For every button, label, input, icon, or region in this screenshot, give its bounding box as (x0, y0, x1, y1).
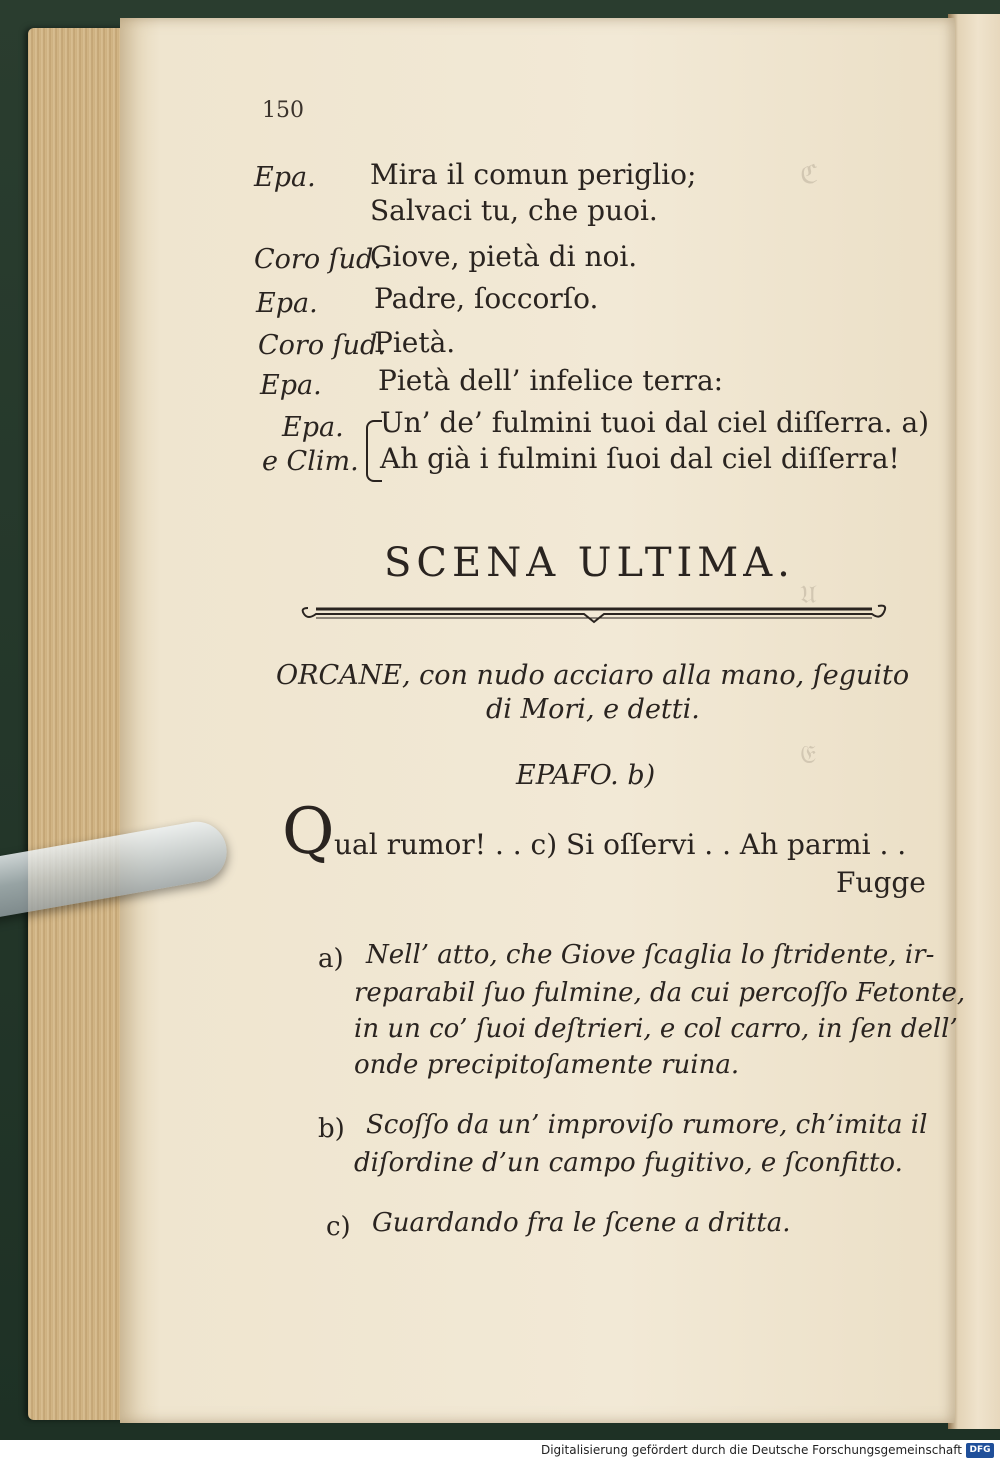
note-line: reparabil ſuo fulmine, da cui percoſſo Fetonte, (354, 978, 966, 1008)
speaker-label: Epa. (254, 162, 316, 193)
drop-cap: Q (282, 795, 335, 869)
speaker-heading: EPAFO. b) (516, 760, 656, 791)
verse-line: Un’ de’ fulmini tuoi dal ciel diſſerra. a) (380, 406, 930, 439)
bleed-through-text: 𝔘 (800, 580, 817, 610)
bleed-through-text: 𝔈 (800, 740, 816, 770)
speaker-label: Coro ſud. (258, 330, 386, 361)
note-line: Scoſſo da un’ improviſo rumore, ch’imita il (366, 1110, 928, 1140)
note-mark: c) (326, 1212, 351, 1242)
speaker-label: Epa. (282, 412, 344, 443)
verse-line: Padre, ſoccorſo. (374, 282, 599, 315)
ornamental-rule (300, 598, 888, 628)
verse-line: Pietà. (374, 326, 456, 359)
speaker-label: Epa. (256, 288, 318, 319)
note-mark: b) (318, 1114, 345, 1144)
verse-line: Pietà dell’ infelice terra: (378, 364, 724, 397)
verse-line: Mira il comun periglio; (370, 158, 697, 191)
page-number: 150 (262, 98, 304, 123)
verse-line: Giove, pietà di noi. (370, 240, 638, 273)
stage-direction: ORCANE, con nudo acciaro alla mano, ſeguito (276, 660, 910, 691)
verse-line: Salvaci tu, che puoi. (370, 194, 658, 227)
catchword: Fugge (836, 866, 926, 899)
footer-bar (0, 1440, 1000, 1462)
speaker-label: Coro ſud. (254, 244, 382, 275)
speaker-label: e Clim. (262, 446, 359, 477)
note-mark: a) (318, 944, 344, 974)
facing-page-edge (948, 14, 1000, 1429)
note-line: Nell’ atto, che Giove ſcaglia lo ſtridente, ir- (366, 940, 935, 970)
note-line: in un co’ ſuoi deſtrieri, e col carro, in ſen dell’ (354, 1014, 958, 1044)
bleed-through-text: ℭ (800, 160, 819, 190)
note-line: onde precipitoſamente ruina. (354, 1050, 740, 1080)
speech-line: ual rumor! . . c) Si oſſervi . . Ah parmi . . (334, 828, 907, 861)
scene-heading: SCENA ULTIMA. (384, 540, 795, 586)
note-line: Guardando fra le ſcene a dritta. (372, 1208, 791, 1238)
speaker-label: Epa. (260, 370, 322, 401)
verse-line: Ah già i fulmini ſuoi dal ciel diſſerra! (380, 442, 900, 475)
footer-credit: Digitalisierung gefördert durch die Deutsche Forschungsgemeinschaft (540, 1443, 962, 1457)
stage-direction: di Mori, e detti. (486, 694, 700, 725)
dfg-logo: DFG (966, 1443, 994, 1458)
note-line: diſordine d’un campo fugitivo, e ſconfitto. (354, 1148, 903, 1178)
